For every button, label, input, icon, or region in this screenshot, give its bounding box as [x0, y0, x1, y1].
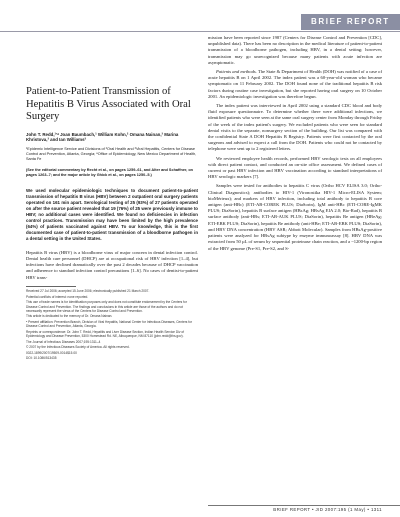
footnote-divider [26, 286, 76, 287]
affiliations: ¹Epidemic Intelligence Service and Divisions of ²Oral Health and ³Viral Hepatitis, Centers for Disease Control and Prevention, Atlanta, Georgia; ᵃOffice of Epidemiology, New Mexico Department of Health, Santa Fe [26, 146, 197, 161]
body-paragraph: We reviewed employee health records, performed HBV serologic tests on all employees with direct patient contact, and conducted an on-site office assessment. We defined cases of current or past HBV infection and HBV vaccination according to standard interpretations of HBV serologic markers [7]. [208, 155, 382, 180]
right-column [208, 35, 382, 255]
footer-citation: BRIEF REPORT • JID 2007:195 (1 May) • 1311 [273, 507, 382, 512]
see-also-note: (See the editorial commentary by Recht et al., on pages 1259–61, and Alter and Schaffner, on pages 1263–7; and the major article by Ghick et al., on pages 1250–5.) [26, 167, 193, 177]
section-label-bar [301, 14, 400, 30]
body-paragraph: mission have been reported since 1987 (Centers for Disease Control and Prevention [CDC], unpublished data). There has been no description in the medical literature of patient-to-patient transmission of a bloodborne pathogen, including HBV, in a dental setting; however, transmission may go unrecognized because many patients with acute infection are asymptomatic. [208, 35, 382, 65]
footnote: The Journal of Infectious Diseases 2007;195:1311–4 [26, 339, 101, 344]
footnote: 0022-1899/2007/19509-0014$15.00 [26, 350, 77, 355]
methods-heading: Patients and methods. [216, 69, 257, 75]
footnote: This article is dedicated to the memory of Dr. Omana Nainan. [26, 314, 113, 319]
body-paragraph: Samples were tested for antibodies to hepatitis C virus (Ortho HCV ELISA 3.0; Ortho-Clinical Diagnostics); antibodies to HIV-1 (Vironostika HIV-1 Micro-ELISA System; bioMérieux); and markers of HBV infection, including total antibody to hepatitis B core antigen (anti-HBc) (ETI-AB-COREK PLUS; DiaSorin), IgM anti-HBc (ETI-CORE-IgMK PLUS; DiaSorin), hepatitis B surface antigen (HBsAg; HBsAg EIA 2.0; Bio-Rad), hepatitis B surface antibody (anti-HBs; ETI-AB-AUK PLUS; DiaSorin), hepatitis Be antigen (HBeAg; ETI-EBK PLUS; DiaSorin), hepatitis Be antibody (anti-HBe; ETI-AB-EBK PLUS; DiaSorin), and HBV DNA concentration (HBV ASR; Abbott Molecular). Samples from HBsAg-positive patients were analyzed for HBsAg subtype by enzyme immunoassay [8]. HBV DNA was extracted from 50 µL of serum by sequential proteinase chain reaction, and a ~1200-bp region of the HBV genome (Pre-S1, Pre-S2, and S- [208, 183, 382, 251]
methods-text: The State & Department of Health (DOH) was notified of a case of acute hepatitis B on 1 April 2002. The index patient was a 60-year-old woman who became symptomatic on 11 February 2002. The DOH found none of the traditional hepatitis B risk factors during routine case investigation, but she reported having oral surgery on 10 October 2001. An epidemiologic investigation was therefore begun. [208, 69, 383, 99]
article-title: Patient-to-Patient Transmission of Hepatitis B Virus Associated with Oral Surgery [26, 86, 191, 122]
footnote: Potential conflicts of interest: none reported. [26, 294, 89, 299]
left-column [26, 86, 198, 362]
body-paragraph: The index patient was interviewed in April 2002 using a standard CDC blood and body fluid exposure questionnaire. To determine whether there were additional infections, we identified patients who were seen at the same oral surgery center from Monday through Friday of the week of the index patient's surgery. We excluded patients who were seen for standard dental visits to the separate, nonsurgery section of the building. Our list was compared with the confidential State A DOH Hepatitis B Registry. Patients were first contacted by the oral surgeons and advised to expect a call from the DOH. Patients who could not be contacted by telephone were sent up to 2 registered letters. [208, 103, 382, 152]
footnote: Reprints or correspondence: Dr. John T. Redd, Hepatitis and Liver Disease Section, Indian Health Service Div of Epidemiology and Disease Prevention, 5300 Homestead Rd. NE, Albuquerque, NM 87110 (john.redd@ihs.gov). [26, 329, 184, 339]
footnote: © 2007 by the Infectious Diseases Society of America. All rights reserved. [26, 345, 130, 350]
abstract: We used molecular epidemiologic techniques to document patient-to-patient transmission of hepatitis B virus (HBV) between 2 outpatient oral surgery patients operated on 161 min apart. Serological testing of 25 (93%) of 27 patients operated on after the source patient revealed that 19 (76%) of 25 were previously immune to HBV; no additional cases were identified. We found no deficiencies in infection control practices. Transmission may have been limited by the high prevalence (64%) of patients vaccinated against HBV. To our knowledge, this is the first documented case of patient-to-patient transmission of a bloodborne pathogen in a dental setting in the United States. [26, 187, 198, 241]
methods-paragraph [208, 69, 382, 100]
footnotes [26, 289, 198, 360]
footer-rule [208, 505, 400, 506]
intro-paragraph: Hepatitis B virus (HBV) is a bloodborne virus of major concern in dental infection control. Dental health care personnel (DHCP) are at occupational risk of HBV infection [1–4], but infections have declined dramatically over the past 2 decades because of DHCP vaccination and adherence to standard infection control precautions [1–6]. No cases of dentist-to-patient HBV trans- [26, 249, 198, 280]
footnote: ᵃ Present affiliation: Prevention Branch, Division of Viral Hepatitis, National Center for Infectious Diseases, Centers for Disease Control and Prevention, Atlanta, Georgia. [26, 320, 193, 329]
footnote: Received 27 Jul 2006; accepted 15 June 2006; electronically published 21 March 2007. [26, 289, 150, 294]
footnote: This use of trade names is for identification purposes only and does not constitute endorsement by the Centers for Disease Control and Prevention. The findings and conclusions in this article are those of the authors and do not necessarily represent the views of the Centers for Disease Control and Prevention. [26, 300, 187, 313]
author-list: John T. Redd,¹ʼᵃ Joan Baumbach,¹ William Kohn,² Omana Nainan,³ Marina Khristova,³ and Ian Williams³ [26, 131, 179, 143]
footnote: DOI: 10.1086/513435 [26, 356, 57, 361]
header-rule [0, 31, 400, 32]
section-label: BRIEF REPORT [311, 17, 390, 26]
